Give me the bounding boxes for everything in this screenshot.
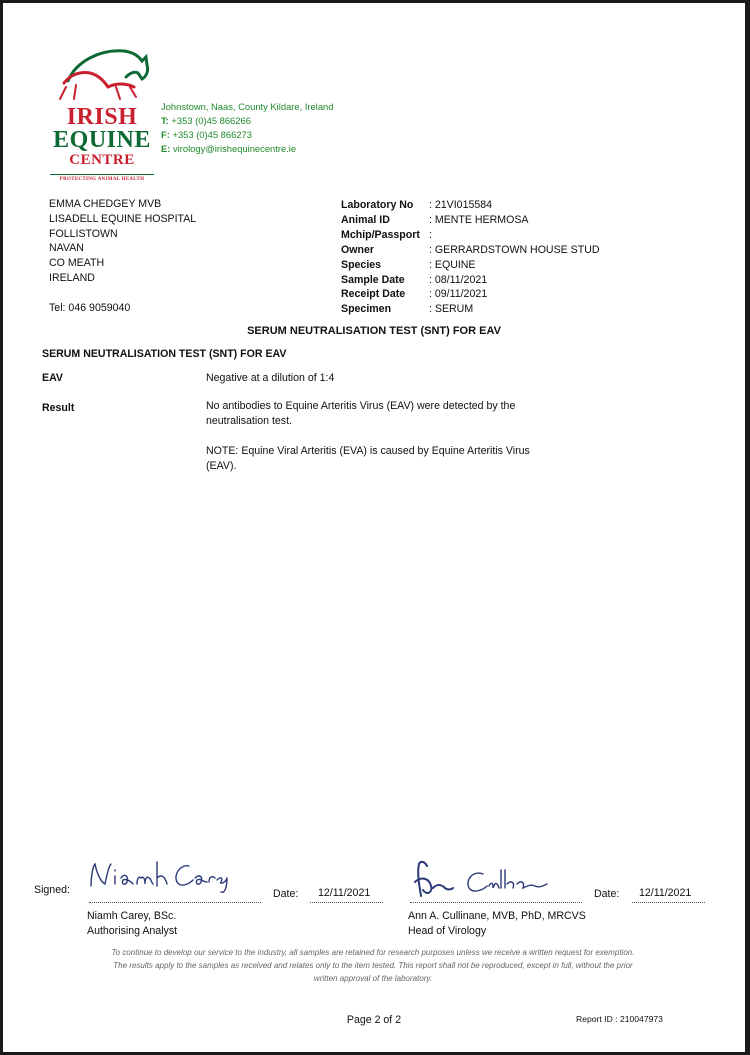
detail-row: Owner : GERRARDSTOWN HOUSE STUD [341, 243, 600, 256]
signatory-right-role: Head of Virology [408, 925, 487, 937]
recipient-address [49, 197, 196, 286]
signatory-left [87, 909, 177, 939]
recipient-line: NAVAN [49, 242, 84, 255]
report-page [3, 3, 745, 1052]
logo-equine-word: EQUINE [53, 127, 151, 153]
recipient-line: EMMA CHEDGEY MVB [49, 198, 162, 210]
recipient-line: LISADELL EQUINE HOSPITAL [49, 212, 197, 225]
contact-phone: T: +353 (0)45 866266 [161, 115, 251, 126]
horse-logo-icon [46, 43, 158, 105]
contact-email: E: virology@irishequinecentre.ie [161, 143, 297, 154]
signatory-left-role: Authorising Analyst [87, 925, 178, 937]
irish-equine-centre-logo [46, 43, 158, 188]
signature-line-left [89, 902, 261, 903]
date-label-right: Date: [594, 888, 620, 900]
recipient-line: IRELAND [49, 271, 95, 284]
report-id: Report ID : 210047973 [576, 1014, 663, 1024]
detail-row: Laboratory No : 21VI015584 [341, 199, 493, 211]
date-value-left: 12/11/2021 [318, 887, 371, 899]
contact-block [161, 100, 334, 156]
contact-fax: F: +353 (0)45 866273 [161, 129, 252, 140]
detail-row: Sample Date : 08/11/2021 [341, 273, 488, 286]
note-text: NOTE: Equine Viral Arteritis (EVA) is caused by Equine Arteritis Virus (EAV). [206, 445, 530, 472]
eav-label: EAV [42, 372, 63, 384]
sample-details [341, 198, 600, 317]
date-label-left: Date: [273, 888, 299, 900]
signatory-right-name: Ann A. Cullinane, MVB, PhD, MRCVS [408, 910, 586, 922]
logo-centre-word: CENTRE [69, 152, 135, 168]
recipient-line: CO MEATH [49, 257, 105, 270]
report-section-title: SERUM NEUTRALISATION TEST (SNT) FOR EAV [42, 348, 287, 360]
detail-row: Animal ID : MENTE HERMOSA [341, 213, 529, 226]
recipient-line: FOLLISTOWN [49, 227, 118, 240]
logo-irish-word: IRISH [66, 104, 138, 130]
signature-niamh-carey [85, 856, 235, 896]
date-value-right: 12/11/2021 [639, 887, 692, 899]
report-main-title: SERUM NEUTRALISATION TEST (SNT) FOR EAV [247, 325, 501, 337]
signed-label: Signed: [34, 884, 70, 896]
disclaimer: To continue to develop our service to the industry, all samples are retained for research purposes unless we receive a written request for exemption. The results apply to the samples as received and relates only to the item tested. This report shall not be reproduced, except in full, without the prior written approval of the laboratory. [111, 948, 635, 983]
eav-value: Negative at a dilution of 1:4 [206, 372, 335, 384]
detail-row: Mchip/Passport : [341, 228, 432, 241]
date-line-right [632, 902, 705, 903]
signature-ann-cullinane [407, 860, 557, 900]
result-text: No antibodies to Equine Arteritis Virus (EAV) were detected by the neutralisation test. [206, 400, 516, 427]
recipient-tel: Tel: 046 9059040 [49, 302, 131, 314]
contact-address: Johnstown, Naas, County Kildare, Ireland [161, 101, 334, 112]
page-number: Page 2 of 2 [346, 1014, 402, 1026]
logo-tagline: PROTECTING ANIMAL HEALTH [50, 174, 154, 182]
detail-row: Receipt Date : 09/11/2021 [341, 288, 488, 301]
signatory-left-name: Niamh Carey, BSc. [87, 910, 177, 922]
signatory-right [408, 909, 586, 939]
result-label: Result [42, 402, 75, 414]
date-line-left [310, 902, 383, 903]
signature-line-right [410, 902, 582, 903]
detail-row: Specimen : SERUM [341, 303, 474, 316]
detail-row: Species : EQUINE [341, 258, 476, 271]
